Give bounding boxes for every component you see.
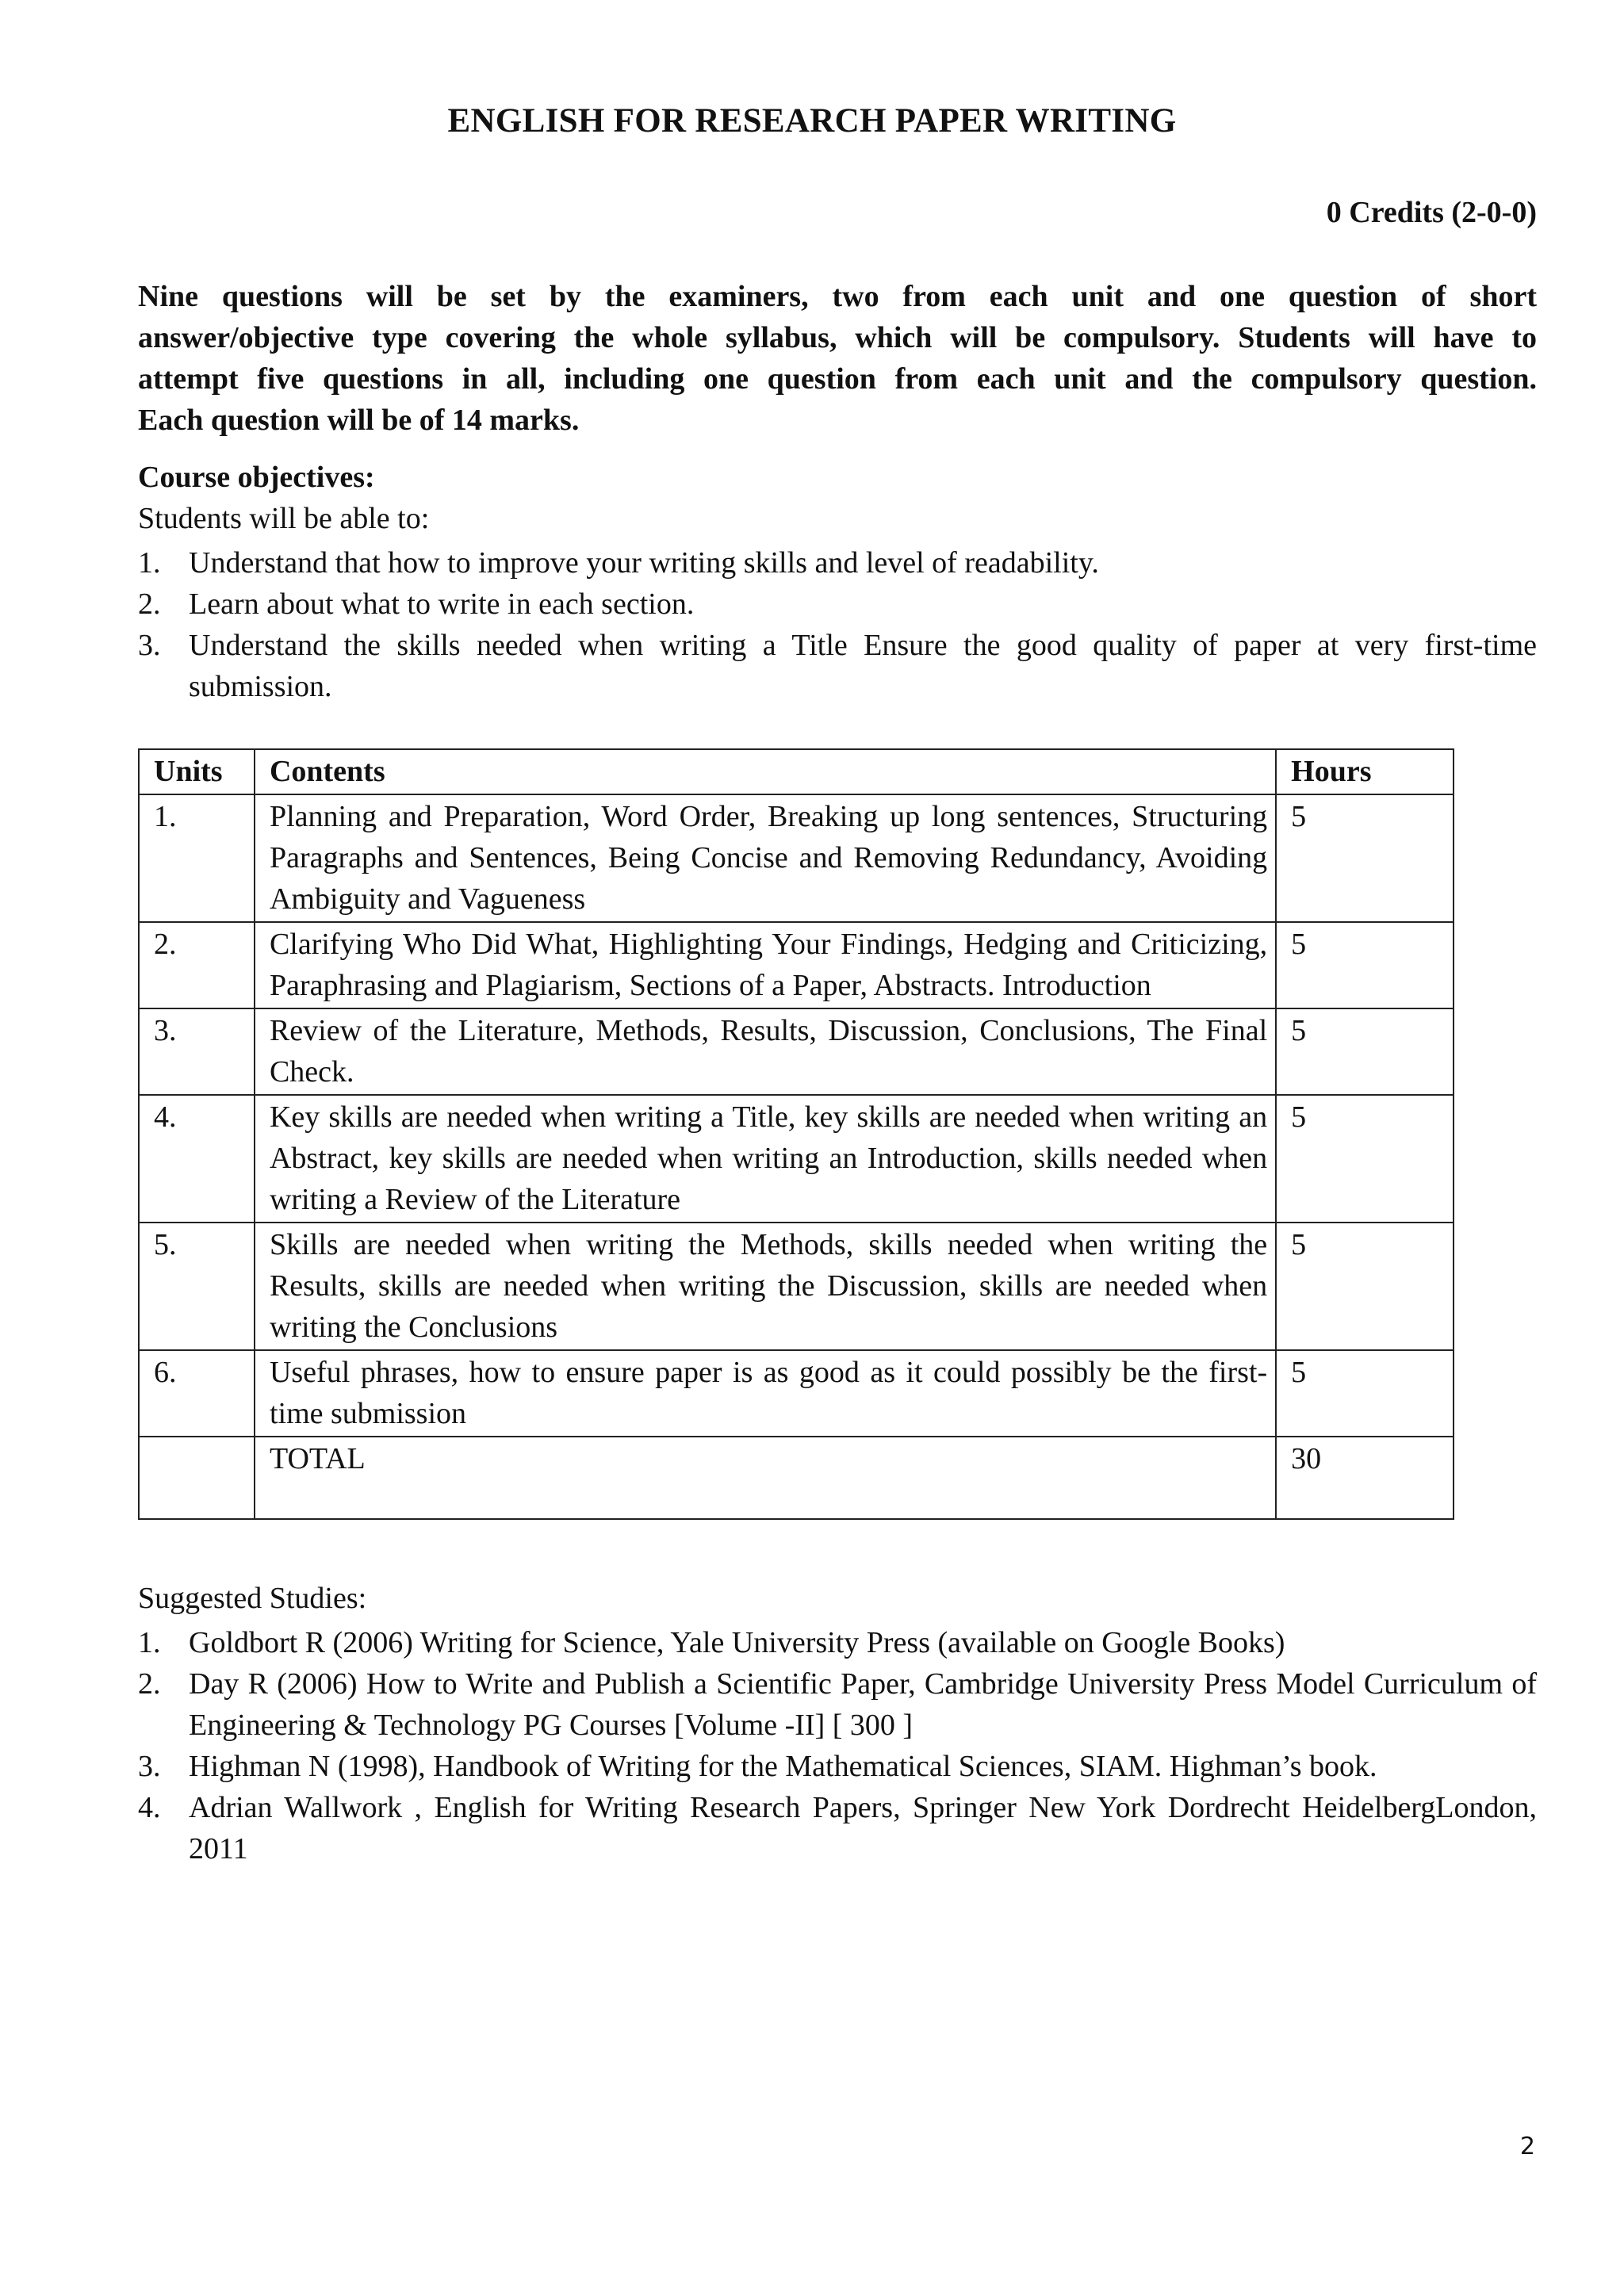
list-item <box>138 1622 1537 1663</box>
list-text: Learn about what to write in each section. <box>189 587 695 621</box>
table-row <box>139 1223 1454 1350</box>
table-row <box>139 1095 1454 1223</box>
unit-cell: 4. <box>139 1095 255 1223</box>
unit-cell: 1. <box>139 794 255 922</box>
content-cell: Clarifying Who Did What, Highlighting Your Findings, Hedging and Criticizing, Paraphrasing and Plagiarism, Sections of a Paper, Abstracts. Introduction <box>255 922 1276 1008</box>
table-row <box>139 1008 1454 1095</box>
list-item <box>138 1663 1537 1746</box>
table-row <box>139 794 1454 922</box>
content-cell: Skills are needed when writing the Methods, skills needed when writing the Results, skills are needed when writing the Discussion, skills are needed when writing the Conclusions <box>255 1223 1276 1350</box>
header-hours: Hours <box>1276 749 1454 794</box>
units-table <box>138 748 1454 1520</box>
content-cell: Planning and Preparation, Word Order, Breaking up long sentences, Structuring Paragraphs and Sentences, Being Concise and Removing Redundancy, Avoiding Ambiguity and Vagueness <box>255 794 1276 922</box>
list-number: 3. <box>138 629 161 662</box>
list-text: Adrian Wallwork , English for Writing Research Papers, Springer New York Dordrecht HeidelbergLondon, 2011 <box>189 1791 1537 1866</box>
hours-cell: 5 <box>1276 1095 1454 1223</box>
total-row <box>139 1437 1454 1519</box>
table-header-row <box>139 749 1454 794</box>
instructions-line: attempt five questions in all, including one question from each unit and the compulsory question. <box>138 362 1537 396</box>
unit-cell: 5. <box>139 1223 255 1350</box>
header-contents: Contents <box>255 749 1276 794</box>
content-cell: Useful phrases, how to ensure paper is as good as it could possibly be the first- time submission <box>255 1350 1276 1437</box>
objectives-intro: Students will be able to: <box>138 502 430 535</box>
list-number: 2. <box>138 587 161 621</box>
total-hours: 30 <box>1276 1437 1454 1519</box>
table-row <box>139 922 1454 1008</box>
header-units: Units <box>139 749 255 794</box>
hours-cell: 5 <box>1276 1223 1454 1350</box>
content-cell: Key skills are needed when writing a Title, key skills are needed when writing an Abstract, key skills are needed when writing an Introduction, skills needed when writing a Review of the Literature <box>255 1095 1276 1223</box>
objectives-heading: Course objectives: <box>138 461 375 494</box>
list-number: 3. <box>138 1750 161 1783</box>
unit-cell-empty <box>139 1437 255 1519</box>
unit-cell: 6. <box>139 1350 255 1437</box>
unit-cell: 3. <box>139 1008 255 1095</box>
credits-label: 0 Credits (2-0-0) <box>1326 196 1537 229</box>
list-number: 1. <box>138 546 161 580</box>
list-item <box>138 542 1537 584</box>
list-text: Highman N (1998), Handbook of Writing for the Mathematical Sciences, SIAM. Highman’s book. <box>189 1750 1377 1783</box>
page-title: ENGLISH FOR RESEARCH PAPER WRITING <box>447 102 1177 140</box>
list-text: Understand that how to improve your writing skills and level of readability. <box>189 546 1099 580</box>
objectives-list <box>138 542 1537 707</box>
list-number: 1. <box>138 1626 161 1659</box>
list-number: 2. <box>138 1667 161 1701</box>
hours-cell: 5 <box>1276 1350 1454 1437</box>
hours-cell: 5 <box>1276 1008 1454 1095</box>
table-row <box>139 1350 1454 1437</box>
list-text: Understand the skills needed when writing a Title Ensure the good quality of paper at very first-time submission. <box>189 629 1537 703</box>
list-item <box>138 584 1537 625</box>
list-item <box>138 1787 1537 1869</box>
list-text: Goldbort R (2006) Writing for Science, Yale University Press (available on Google Books) <box>189 1626 1285 1659</box>
references-list <box>138 1622 1537 1869</box>
list-text: Day R (2006) How to Write and Publish a Scientific Paper, Cambridge University Press Model Curriculum of Engineering & Technology PG Courses [Volume -II] [ 300 ] <box>189 1667 1537 1742</box>
hours-cell: 5 <box>1276 794 1454 922</box>
instructions-line: Each question will be of 14 marks. <box>138 404 580 437</box>
total-label: TOTAL <box>255 1437 1276 1519</box>
hours-cell: 5 <box>1276 922 1454 1008</box>
content-cell: Review of the Literature, Methods, Results, Discussion, Conclusions, The Final Check. <box>255 1008 1276 1095</box>
list-item <box>138 625 1537 707</box>
instructions-line: answer/objective type covering the whole syllabus, which will be compulsory. Students will have to <box>138 321 1537 354</box>
unit-cell: 2. <box>139 922 255 1008</box>
list-number: 4. <box>138 1791 161 1824</box>
page-number: 2 <box>1519 2133 1535 2160</box>
exam-instructions <box>138 276 1537 441</box>
references-heading: Suggested Studies: <box>138 1582 367 1615</box>
instructions-line: Nine questions will be set by the examiners, two from each unit and one question of short <box>138 280 1537 313</box>
list-item <box>138 1746 1537 1787</box>
